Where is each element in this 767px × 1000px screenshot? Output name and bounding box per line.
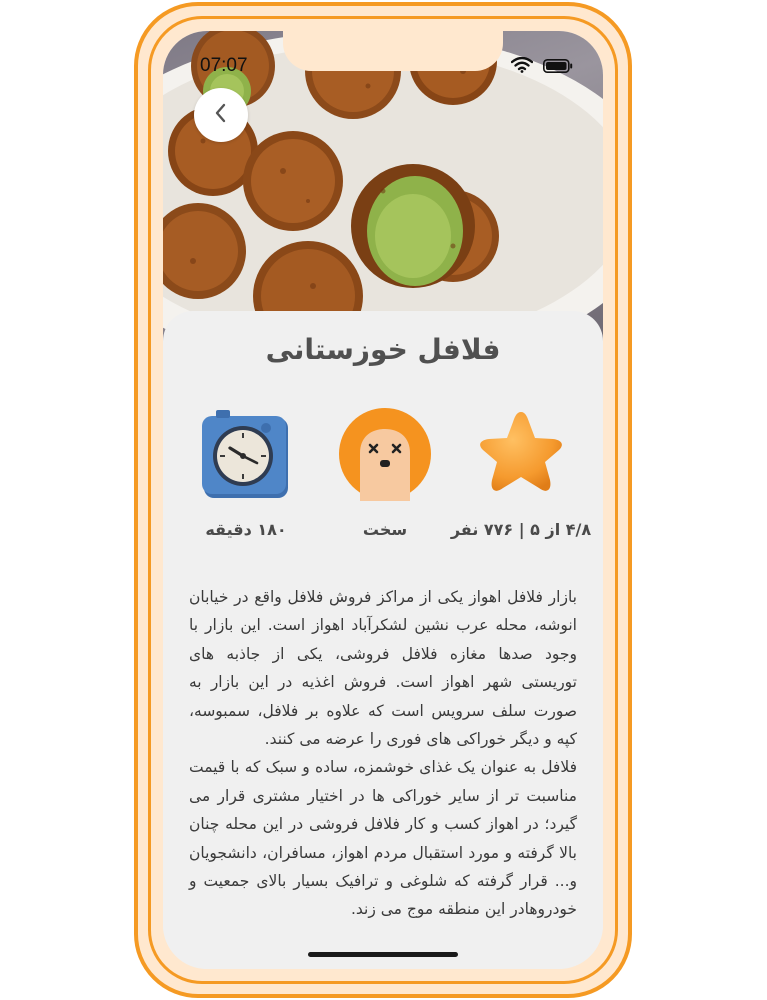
difficulty-stat — [310, 406, 460, 539]
battery-icon — [543, 58, 573, 77]
recipe-hero-image — [163, 31, 603, 341]
recipe-description — [189, 583, 577, 924]
recipe-title: فلافل خوزستانی — [265, 333, 501, 366]
recipe-detail-card — [163, 311, 603, 969]
difficulty-label: سخت — [362, 520, 408, 539]
phone-frame — [134, 2, 632, 998]
status-icons — [511, 57, 573, 77]
phone-bezel — [148, 16, 618, 984]
time-stat — [171, 406, 321, 539]
status-time: 07:07 — [200, 55, 248, 76]
time-label: ۱۸۰ دقیقه — [205, 520, 287, 539]
device-notch — [283, 31, 503, 71]
home-indicator[interactable] — [308, 952, 458, 957]
rating-stat — [446, 406, 596, 539]
app-screen — [163, 31, 603, 969]
rating-label: ۴/۸ از ۵ | ۷۷۶ نفر — [450, 520, 592, 539]
alarm-clock-icon — [200, 408, 292, 504]
description-paragraph: بازار فلافل اهواز یکی از مراکز فروش فلافل واقع در خیابان انوشه، محله عرب نشین لشکرآباد اهواز است. این بازار با وجود صدها مغازه فلافل فروشی، یکی از جاذبه های توریستی شهر اهواز است. فروش اغذیه در این بازار به صورت سلف سرویس است که علاوه بر فلافل، سمبوسه، کپه و دیگر خوراکی های فوری را عرضه می کنند. — [189, 588, 577, 749]
star-icon — [473, 408, 569, 504]
back-button[interactable] — [194, 88, 248, 142]
wifi-icon — [511, 57, 533, 77]
description-paragraph: فلافل به عنوان یک غذای خوشمزه، ساده و سبک که با قیمت مناسبت تر از سایر خوراکی ها در اختیار مشتری قرار می گیرد؛ در اهواز کسب و کار فلافل فروشی در این محله چنان بالا گرفته و مورد استقبال مردم اهواز، مسافران، دانشجویان و... قرار گرفته که شلوغی و ترافیک بسیار بالای جمعیت و خودروهادر این منطقه موج می زند. — [189, 758, 577, 919]
dizzy-face-icon — [338, 407, 432, 505]
chevron-left-icon — [212, 102, 230, 128]
